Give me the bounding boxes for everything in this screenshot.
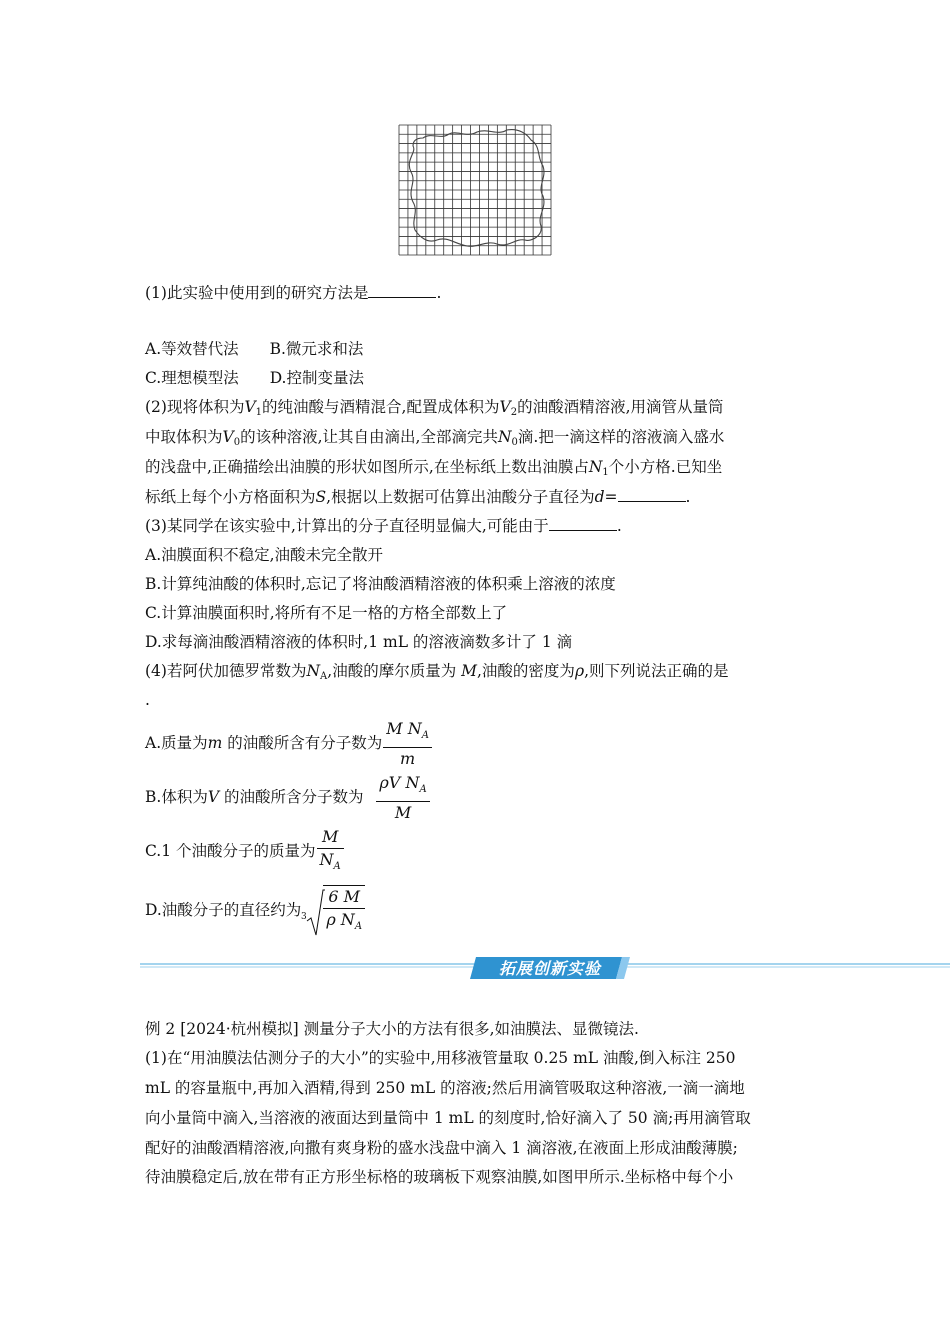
q4-option-c-fraction: $\frac{M}{N_A}$ [317,826,344,878]
root-index: 3 [301,912,308,922]
q4-option-d[interactable]: D.油酸分子的直径约为 3 $\frac{6 M}{\rho N_A}$ [145,884,365,938]
q1-answer-blank[interactable] [368,283,436,298]
q2-line-1: (2)现将体积为$V_1$的纯油酸与酒精混合,配置成体积为$V_2$的油酸酒精溶液,用滴管从量筒 [145,398,724,418]
q2-line-2: 中取体积为$V_0$的该种溶液,让其自由滴出,全部滴完共$N_0$滴.把一滴这样的溶液滴入盛水 [145,428,725,448]
q1-option-c[interactable]: C.理想模型法 [145,369,239,387]
q4-stem: (4)若阿伏加德罗常数为$N_A$,油酸的摩尔质量为 M,油酸的密度为ρ,则下列说法正确的是 [145,662,729,682]
q3-option-a[interactable]: A.油膜面积不稳定,油酸未完全散开 [145,546,384,564]
q4-option-b-fraction: $\frac{\rho V N_A}{M}$ [376,772,429,824]
ex2-line-4: 向小量筒中滴入,当溶液的液面达到量筒中 1 mL 的刻度时,恰好滴入了 50 滴;再用滴管取 [145,1109,751,1127]
section-title: 拓展创新实验 [498,959,601,978]
q1-option-b[interactable]: B.微元求和法 [269,340,364,358]
q4-option-d-fraction: $\frac{6 M}{\rho N_A}$ [323,885,365,938]
oil-film-grid-figure [397,124,553,256]
q3-option-c[interactable]: C.计算油膜面积时,将所有不足一格的方格全部数上了 [145,604,508,622]
cube-root-symbol [301,885,325,937]
q3-option-d[interactable]: D.求每滴油酸酒精溶液的体积时,1 mL 的溶液滴数多计了 1 滴 [145,633,573,651]
q4-option-c[interactable]: C.1 个油酸分子的质量为 $\frac{M}{N_A}$ [145,826,344,878]
q1-options-row-2 [145,368,364,388]
q4-stem-end: . [145,691,150,709]
ex2-line-5: 配好的油酸酒精溶液,向撒有爽身粉的盛水浅盘中滴入 1 滴溶液,在液面上形成油酸薄膜; [145,1139,738,1157]
q2-line-3: 的浅盘中,正确描绘出油膜的形状如图所示,在坐标纸上数出油膜占$N_1$个小方格.已知坐 [145,458,723,478]
q4-option-a[interactable]: A.质量为m 的油酸所含有分子数为 $\frac{M N_A}{m}$ [145,718,432,770]
q2-answer-blank[interactable] [618,487,686,502]
q4-option-a-fraction: $\frac{M N_A}{m}$ [383,718,432,770]
ex2-line-1: 例 2 [2024·杭州模拟] 测量分子大小的方法有很多,如油膜法、显微镜法. [145,1020,639,1038]
q1-option-a[interactable]: A.等效替代法 [145,340,239,358]
ex2-line-6: 待油膜稳定后,放在带有正方形坐标格的玻璃板下观察油膜,如图甲所示.坐标格中每个小 [145,1168,734,1186]
q1-options-row-1 [145,339,363,359]
q3-stem: (3)某同学在该实验中,计算出的分子直径明显偏大,可能由于 . [145,517,622,535]
oil-film-outline [409,130,544,247]
q2-line-4: 标纸上每个小方格面积为S,根据以上数据可估算出油酸分子直径为d= . [145,488,691,506]
ex2-line-2: (1)在“用油膜法估测分子的大小”的实验中,用移液管量取 0.25 mL 油酸,倒入标注 250 [145,1049,736,1067]
q4-option-b[interactable]: B.体积为V 的油酸所含分子数为 $\frac{\rho V N_A}{M}$ [145,772,430,824]
q1-option-d[interactable]: D.控制变量法 [269,369,364,387]
q3-option-b[interactable]: B.计算纯油酸的体积时,忘记了将油酸酒精溶液的体积乘上溶液的浓度 [145,575,616,593]
ex2-line-3: mL 的容量瓶中,再加入酒精,得到 250 mL 的溶液;然后用滴管吸取这种溶液,一滴一滴地 [145,1079,745,1097]
q1-stem: (1)此实验中使用到的研究方法是 . [145,284,442,302]
q3-answer-blank[interactable] [549,516,617,531]
